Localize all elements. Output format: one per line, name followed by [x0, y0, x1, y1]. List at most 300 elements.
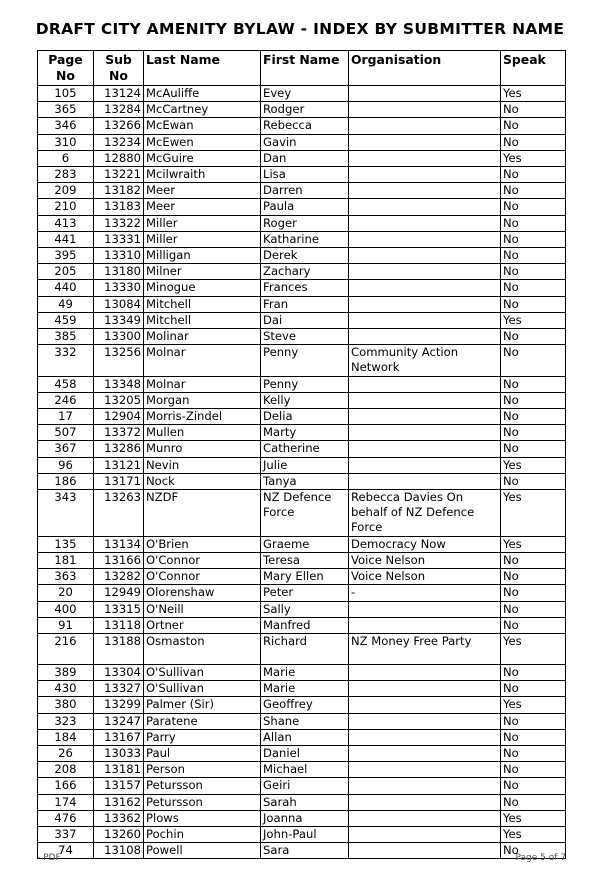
first-name-cell: Zachary — [261, 264, 349, 280]
page-number-cell: 346 — [38, 118, 94, 134]
speak-cell: No — [501, 215, 566, 231]
page-number-cell: 166 — [38, 778, 94, 794]
first-name-cell: Gavin — [261, 134, 349, 150]
organisation-cell — [349, 296, 501, 312]
submission-number-cell: 13167 — [94, 729, 144, 745]
speak-cell: No — [501, 183, 566, 199]
submission-number-cell: 13121 — [94, 457, 144, 473]
organisation-cell — [349, 552, 501, 568]
first-name-cell: Sara — [261, 843, 349, 859]
table-row — [38, 664, 566, 680]
page-number-cell: 246 — [38, 392, 94, 408]
submitter-index-table — [37, 50, 566, 859]
first-name-cell: Mary Ellen — [261, 569, 349, 585]
first-name-cell: Manfred — [261, 617, 349, 633]
speak-cell: Yes — [501, 536, 566, 552]
organisation-cell — [349, 425, 501, 441]
page-number-cell: 283 — [38, 167, 94, 183]
organisation-cell — [349, 536, 501, 552]
table-row — [38, 199, 566, 215]
organisation-cell — [349, 681, 501, 697]
first-name-cell: Lisa — [261, 167, 349, 183]
last-name-cell: Plows — [144, 810, 261, 826]
speak-cell: No — [501, 473, 566, 489]
table-row — [38, 826, 566, 842]
table-row — [38, 552, 566, 568]
page-number-cell: 135 — [38, 536, 94, 552]
speak-cell: No — [501, 729, 566, 745]
first-name-cell: Steve — [261, 329, 349, 345]
speak-cell: Yes — [501, 150, 566, 166]
first-name-cell: Sarah — [261, 794, 349, 810]
organisation-cell — [349, 376, 501, 392]
first-name-cell-line: NZ Defence — [263, 490, 332, 505]
last-name-cell: McAuliffe — [144, 86, 261, 102]
submission-number-cell: 13349 — [94, 312, 144, 328]
last-name-cell: Olorenshaw — [144, 585, 261, 601]
first-name-cell: Michael — [261, 762, 349, 778]
organisation-cell — [349, 183, 501, 199]
page-number-cell: 441 — [38, 231, 94, 247]
organisation-cell — [349, 264, 501, 280]
speak-cell: Yes — [501, 697, 566, 713]
page-number-cell: 380 — [38, 697, 94, 713]
speak-cell: No — [501, 134, 566, 150]
submission-number-cell: 13315 — [94, 601, 144, 617]
submission-number-cell: 13166 — [94, 552, 144, 568]
table-row — [38, 681, 566, 697]
page-number-cell: 205 — [38, 264, 94, 280]
table-row — [38, 843, 566, 859]
organisation-cell — [349, 729, 501, 745]
page-number-cell: 210 — [38, 199, 94, 215]
organisation-cell — [349, 697, 501, 713]
page-number-cell: 413 — [38, 215, 94, 231]
table-row — [38, 312, 566, 328]
organisation-cell — [349, 312, 501, 328]
speak-cell: No — [501, 569, 566, 585]
page-number-cell: 26 — [38, 745, 94, 761]
table-header-row — [38, 51, 566, 86]
page-number-cell: 105 — [38, 86, 94, 102]
speak-cell: No — [501, 745, 566, 761]
page-number-cell: 310 — [38, 134, 94, 150]
last-name-cell: McGuire — [144, 150, 261, 166]
last-name-cell: Nock — [144, 473, 261, 489]
speak-cell: Yes — [501, 457, 566, 473]
page-number-cell: 365 — [38, 102, 94, 118]
submission-number-cell: 13327 — [94, 681, 144, 697]
first-name-cell: Graeme — [261, 536, 349, 552]
organisation-cell-line: Community Action — [351, 345, 459, 360]
table-row — [38, 457, 566, 473]
submission-number-cell: 13134 — [94, 536, 144, 552]
organisation-cell — [349, 392, 501, 408]
speak-cell: No — [501, 425, 566, 441]
submission-number-cell: 13157 — [94, 778, 144, 794]
organisation-cell — [349, 215, 501, 231]
last-name-cell: Mcilwraith — [144, 167, 261, 183]
submission-number-cell: 13300 — [94, 329, 144, 345]
first-name-cell: Dan — [261, 150, 349, 166]
organisation-cell — [349, 585, 501, 601]
last-name-cell: O'Neill — [144, 601, 261, 617]
organisation-cell — [349, 843, 501, 859]
header-page-no: Page No — [38, 51, 94, 86]
table-row — [38, 345, 566, 376]
last-name-cell: Miller — [144, 231, 261, 247]
page-number: Page 5 of 7 — [515, 853, 566, 863]
organisation-cell — [349, 345, 501, 376]
submission-number-cell: 13331 — [94, 231, 144, 247]
submission-number-cell: 13330 — [94, 280, 144, 296]
last-name-cell: McEwen — [144, 134, 261, 150]
last-name-cell: O'Sullivan — [144, 664, 261, 680]
submission-number-cell: 13299 — [94, 697, 144, 713]
last-name-cell: Minogue — [144, 280, 261, 296]
header-first-name: First Name — [261, 51, 349, 86]
speak-cell: No — [501, 713, 566, 729]
submission-number-cell: 13108 — [94, 843, 144, 859]
last-name-cell: O'Sullivan — [144, 681, 261, 697]
submission-number-cell: 13118 — [94, 617, 144, 633]
speak-cell: No — [501, 664, 566, 680]
page-number-cell: 20 — [38, 585, 94, 601]
table-row — [38, 473, 566, 489]
last-name-cell: Milligan — [144, 248, 261, 264]
last-name-cell: Milner — [144, 264, 261, 280]
organisation-cell-line: Force — [351, 520, 383, 535]
first-name-cell: Kelly — [261, 392, 349, 408]
organisation-cell — [349, 617, 501, 633]
submission-number-cell: 12949 — [94, 585, 144, 601]
speak-cell: No — [501, 231, 566, 247]
speak-cell: No — [501, 345, 566, 376]
first-name-cell: Julie — [261, 457, 349, 473]
first-name-cell: Joanna — [261, 810, 349, 826]
page-title: DRAFT CITY AMENITY BYLAW - INDEX BY SUBMITTER NAME — [35, 20, 565, 38]
organisation-cell — [349, 102, 501, 118]
speak-cell: No — [501, 392, 566, 408]
submission-number-cell: 13348 — [94, 376, 144, 392]
first-name-cell: Sally — [261, 601, 349, 617]
last-name-cell: Ortner — [144, 617, 261, 633]
organisation-cell — [349, 490, 501, 537]
last-name-cell: Meer — [144, 199, 261, 215]
submission-number-cell: 13181 — [94, 762, 144, 778]
first-name-cell: Peter — [261, 585, 349, 601]
speak-cell: No — [501, 441, 566, 457]
speak-cell: Yes — [501, 633, 566, 664]
first-name-cell: Catherine — [261, 441, 349, 457]
page-number-cell: 440 — [38, 280, 94, 296]
table-row — [38, 425, 566, 441]
first-name-cell: Daniel — [261, 745, 349, 761]
page-number-cell: 363 — [38, 569, 94, 585]
submission-number-cell: 13256 — [94, 345, 144, 376]
speak-cell: No — [501, 794, 566, 810]
organisation-cell — [349, 150, 501, 166]
organisation-cell — [349, 810, 501, 826]
first-name-cell-line: Force — [263, 505, 295, 520]
organisation-cell-line: Network — [351, 360, 400, 375]
organisation-cell — [349, 601, 501, 617]
last-name-cell: Pochin — [144, 826, 261, 842]
first-name-cell: Paula — [261, 199, 349, 215]
last-name-cell: O'Brien — [144, 536, 261, 552]
page-number-cell: 367 — [38, 441, 94, 457]
table-row — [38, 215, 566, 231]
last-name-cell: Morris-Zindel — [144, 409, 261, 425]
first-name-cell: Delia — [261, 409, 349, 425]
last-name-cell: O'Connor — [144, 569, 261, 585]
speak-cell: No — [501, 762, 566, 778]
organisation-cell-line: Rebecca Davies On — [351, 490, 464, 505]
organisation-cell — [349, 794, 501, 810]
submission-number-cell: 12880 — [94, 150, 144, 166]
table-row — [38, 713, 566, 729]
submission-number-cell: 13180 — [94, 264, 144, 280]
last-name-cell: Molnar — [144, 376, 261, 392]
table-row — [38, 778, 566, 794]
first-name-cell: Geiri — [261, 778, 349, 794]
table-body — [38, 86, 566, 859]
page-number-cell: 507 — [38, 425, 94, 441]
table-row — [38, 134, 566, 150]
page-number-cell: 184 — [38, 729, 94, 745]
table-row — [38, 86, 566, 102]
first-name-cell: Rebecca — [261, 118, 349, 134]
table-row — [38, 569, 566, 585]
submission-number-cell: 13205 — [94, 392, 144, 408]
first-name-cell: Fran — [261, 296, 349, 312]
table-row — [38, 118, 566, 134]
first-name-cell: Penny — [261, 376, 349, 392]
submission-number-cell: 13362 — [94, 810, 144, 826]
last-name-cell: Molnar — [144, 345, 261, 376]
organisation-cell-line: - — [351, 585, 356, 600]
first-name-cell: Derek — [261, 248, 349, 264]
table-row — [38, 409, 566, 425]
page-number-cell: 323 — [38, 713, 94, 729]
header-sub-no: Sub No — [94, 51, 144, 86]
page-number-cell: 17 — [38, 409, 94, 425]
first-name-cell — [261, 490, 349, 537]
organisation-cell — [349, 664, 501, 680]
organisation-cell — [349, 457, 501, 473]
last-name-cell: O'Connor — [144, 552, 261, 568]
submission-number-cell: 13266 — [94, 118, 144, 134]
last-name-cell: Palmer (Sir) — [144, 697, 261, 713]
speak-cell: No — [501, 552, 566, 568]
submission-number-cell: 13372 — [94, 425, 144, 441]
organisation-cell — [349, 118, 501, 134]
page-number-cell: 91 — [38, 617, 94, 633]
header-last-name: Last Name — [144, 51, 261, 86]
table-row — [38, 167, 566, 183]
first-name-cell: Allan — [261, 729, 349, 745]
submission-number-cell: 13188 — [94, 633, 144, 664]
table-row — [38, 536, 566, 552]
organisation-cell — [349, 231, 501, 247]
first-name-cell: Marie — [261, 681, 349, 697]
first-name-cell: Geoffrey — [261, 697, 349, 713]
speak-cell: No — [501, 409, 566, 425]
footer-left: - PDF — [37, 853, 61, 863]
table-row — [38, 183, 566, 199]
page-number-cell: 181 — [38, 552, 94, 568]
speak-cell: Yes — [501, 86, 566, 102]
table-row — [38, 329, 566, 345]
table-row — [38, 280, 566, 296]
organisation-cell — [349, 248, 501, 264]
submission-number-cell: 13171 — [94, 473, 144, 489]
first-name-cell: Marty — [261, 425, 349, 441]
organisation-cell-line: behalf of NZ Defence — [351, 505, 475, 520]
speak-cell: Yes — [501, 312, 566, 328]
last-name-cell: Miller — [144, 215, 261, 231]
last-name-cell: Munro — [144, 441, 261, 457]
last-name-cell: NZDF — [144, 490, 261, 537]
header-speak: Speak — [501, 51, 566, 86]
organisation-cell — [349, 199, 501, 215]
submission-number-cell: 13322 — [94, 215, 144, 231]
page-number-cell: 332 — [38, 345, 94, 376]
organisation-cell — [349, 778, 501, 794]
page-number-cell: 458 — [38, 376, 94, 392]
speak-cell: No — [501, 601, 566, 617]
submission-number-cell: 12904 — [94, 409, 144, 425]
speak-cell: No — [501, 329, 566, 345]
submission-number-cell: 13282 — [94, 569, 144, 585]
table-row — [38, 617, 566, 633]
first-name-cell: Frances — [261, 280, 349, 296]
organisation-cell — [349, 826, 501, 842]
submission-number-cell: 13263 — [94, 490, 144, 537]
table-row — [38, 762, 566, 778]
page-number-cell: 343 — [38, 490, 94, 537]
first-name-cell: Richard — [261, 633, 349, 664]
last-name-cell: Mitchell — [144, 296, 261, 312]
table-row — [38, 729, 566, 745]
organisation-cell — [349, 473, 501, 489]
last-name-cell: Person — [144, 762, 261, 778]
speak-cell: No — [501, 102, 566, 118]
submission-number-cell: 13033 — [94, 745, 144, 761]
organisation-cell — [349, 409, 501, 425]
first-name-cell: Roger — [261, 215, 349, 231]
table-row — [38, 697, 566, 713]
organisation-cell — [349, 280, 501, 296]
last-name-cell: Powell — [144, 843, 261, 859]
organisation-cell-line: Democracy Now — [351, 536, 446, 551]
submission-number-cell: 13084 — [94, 296, 144, 312]
table-row — [38, 810, 566, 826]
last-name-cell: Mullen — [144, 425, 261, 441]
organisation-cell — [349, 713, 501, 729]
table-row — [38, 745, 566, 761]
last-name-cell: McCartney — [144, 102, 261, 118]
speak-cell: Yes — [501, 490, 566, 537]
page-number-cell: 400 — [38, 601, 94, 617]
organisation-cell — [349, 86, 501, 102]
first-name-cell: Marie — [261, 664, 349, 680]
table-row — [38, 376, 566, 392]
first-name-cell: John-Paul — [261, 826, 349, 842]
speak-cell: No — [501, 248, 566, 264]
submission-number-cell: 13183 — [94, 199, 144, 215]
table-row — [38, 633, 566, 664]
organisation-cell — [349, 569, 501, 585]
last-name-cell: Osmaston — [144, 633, 261, 664]
page-number-cell: 216 — [38, 633, 94, 664]
table-row — [38, 585, 566, 601]
table-row — [38, 264, 566, 280]
table-row — [38, 231, 566, 247]
last-name-cell: Meer — [144, 183, 261, 199]
organisation-cell-line: Voice Nelson — [351, 552, 426, 567]
page-number-cell: 208 — [38, 762, 94, 778]
speak-cell: No — [501, 778, 566, 794]
organisation-cell — [349, 134, 501, 150]
submission-number-cell: 13310 — [94, 248, 144, 264]
submission-number-cell: 13221 — [94, 167, 144, 183]
table-row — [38, 441, 566, 457]
submission-number-cell: 13124 — [94, 86, 144, 102]
speak-cell: No — [501, 617, 566, 633]
header-organisation: Organisation — [349, 51, 501, 86]
first-name-cell: Katharine — [261, 231, 349, 247]
organisation-cell — [349, 329, 501, 345]
first-name-cell: Dai — [261, 312, 349, 328]
speak-cell: No — [501, 199, 566, 215]
speak-cell: No — [501, 167, 566, 183]
table-row — [38, 150, 566, 166]
speak-cell: No — [501, 296, 566, 312]
organisation-cell — [349, 633, 501, 664]
organisation-cell — [349, 762, 501, 778]
last-name-cell: Morgan — [144, 392, 261, 408]
submission-number-cell: 13162 — [94, 794, 144, 810]
page-number-cell: 209 — [38, 183, 94, 199]
organisation-cell — [349, 167, 501, 183]
speak-cell: No — [501, 118, 566, 134]
table-row — [38, 248, 566, 264]
submission-number-cell: 13247 — [94, 713, 144, 729]
first-name-cell: Tanya — [261, 473, 349, 489]
last-name-cell: Paratene — [144, 713, 261, 729]
speak-cell: No — [501, 843, 566, 859]
speak-cell: No — [501, 376, 566, 392]
last-name-cell: Petursson — [144, 794, 261, 810]
first-name-cell: Evey — [261, 86, 349, 102]
organisation-cell — [349, 441, 501, 457]
last-name-cell: Petursson — [144, 778, 261, 794]
table-row — [38, 392, 566, 408]
first-name-cell: Darren — [261, 183, 349, 199]
submission-number-cell: 13304 — [94, 664, 144, 680]
table-row — [38, 794, 566, 810]
first-name-cell: Penny — [261, 345, 349, 376]
speak-cell: Yes — [501, 826, 566, 842]
organisation-cell — [349, 745, 501, 761]
organisation-cell-line: Voice Nelson — [351, 569, 426, 584]
table-row — [38, 102, 566, 118]
speak-cell: No — [501, 280, 566, 296]
organisation-cell-line: NZ Money Free Party — [351, 633, 472, 648]
page-number-cell: 96 — [38, 457, 94, 473]
speak-cell: No — [501, 681, 566, 697]
